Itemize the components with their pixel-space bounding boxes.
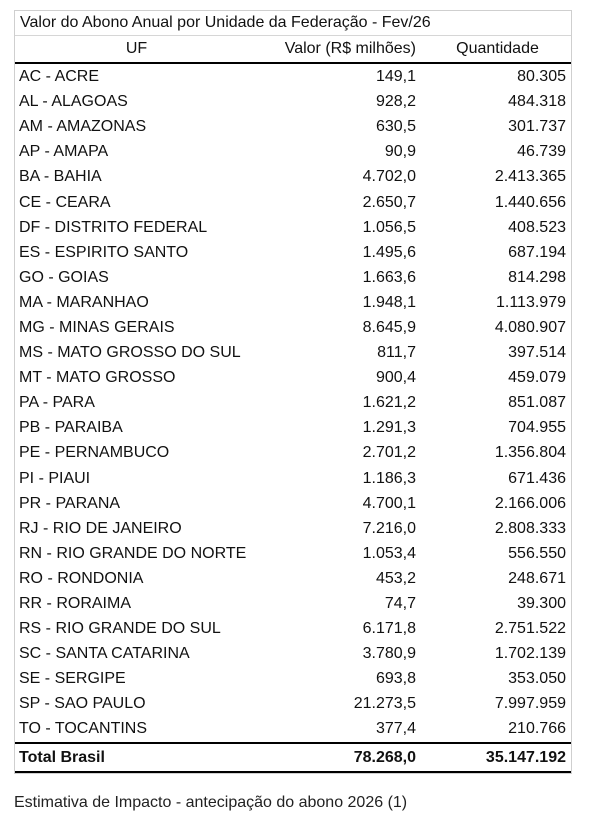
figure-caption: Estimativa de Impacto - antecipação do abono 2026 (1) — [14, 794, 408, 811]
row-uf: AP - AMAPA — [19, 143, 109, 161]
row-uf: BA - BAHIA — [19, 168, 102, 186]
row-valor: 1.948,1 — [362, 293, 416, 311]
total-row — [15, 743, 571, 772]
row-valor: 7.216,0 — [362, 519, 416, 537]
row-valor: 6.171,8 — [362, 620, 416, 638]
table-row — [15, 415, 571, 440]
table-row — [15, 114, 571, 139]
row-valor: 3.780,9 — [362, 645, 416, 663]
row-valor: 900,4 — [375, 369, 416, 387]
row-quantidade: 301.737 — [508, 118, 566, 136]
header-row — [15, 36, 571, 63]
row-uf: TO - TOCANTINS — [19, 720, 148, 738]
row-uf: AM - AMAZONAS — [19, 118, 147, 136]
table-row — [15, 440, 571, 465]
row-valor: 377,4 — [375, 720, 416, 738]
column-header-quantidade: Quantidade — [424, 36, 571, 63]
column-header-valor: Valor (R$ milhões) — [258, 36, 424, 63]
row-quantidade: 2.166.006 — [494, 494, 566, 512]
row-uf: MA - MARANHAO — [19, 293, 149, 311]
row-quantidade: 408.523 — [508, 218, 566, 236]
row-uf: PA - PARA — [19, 394, 95, 412]
table-row — [15, 641, 571, 666]
row-quantidade: 397.514 — [508, 344, 566, 362]
row-valor: 630,5 — [375, 118, 416, 136]
table-header — [15, 36, 571, 63]
table-footer — [15, 743, 571, 772]
table-title: Valor do Abono Anual por Unidade da Federação - Fev/26 — [15, 11, 571, 36]
total-valor: 78.268,0 — [258, 743, 424, 772]
row-quantidade: 484.318 — [508, 93, 566, 111]
total-quantidade: 35.147.192 — [424, 743, 571, 772]
row-quantidade: 4.080.907 — [494, 318, 566, 336]
row-uf: SE - SERGIPE — [19, 670, 126, 688]
table-row — [15, 290, 571, 315]
row-uf: SP - SAO PAULO — [19, 695, 146, 713]
row-quantidade: 1.702.139 — [494, 645, 566, 663]
row-quantidade: 556.550 — [508, 544, 566, 562]
row-valor: 21.273,5 — [353, 695, 416, 713]
row-valor: 811,7 — [377, 344, 416, 362]
table-row — [15, 215, 571, 240]
total-label: Total Brasil — [15, 743, 258, 772]
row-quantidade: 687.194 — [508, 243, 566, 261]
abono-table — [15, 36, 571, 773]
table-row — [15, 716, 571, 742]
row-uf: DF - DISTRITO FEDERAL — [19, 218, 208, 236]
table-row — [15, 89, 571, 114]
row-quantidade: 39.300 — [517, 595, 566, 613]
row-uf: MT - MATO GROSSO — [19, 369, 176, 387]
row-valor: 8.645,9 — [362, 318, 416, 336]
row-quantidade: 210.766 — [508, 720, 566, 738]
row-uf: PI - PIAUI — [19, 469, 91, 487]
table-row — [15, 189, 571, 214]
row-uf: RN - RIO GRANDE DO NORTE — [19, 544, 247, 562]
row-quantidade: 2.808.333 — [494, 519, 566, 537]
row-quantidade: 704.955 — [508, 419, 566, 437]
table-row — [15, 491, 571, 516]
abono-table-container — [14, 10, 572, 774]
table-row — [15, 365, 571, 390]
row-uf: AL - ALAGOAS — [19, 93, 128, 111]
row-quantidade: 851.087 — [508, 394, 566, 412]
row-quantidade: 248.671 — [508, 569, 566, 587]
row-valor: 1.663,6 — [362, 268, 416, 286]
table-row — [15, 265, 571, 290]
row-valor: 1.495,6 — [362, 243, 416, 261]
row-quantidade: 671.436 — [508, 469, 566, 487]
row-valor: 1.621,2 — [362, 394, 416, 412]
row-valor: 1.053,4 — [362, 544, 416, 562]
row-valor: 74,7 — [384, 595, 416, 613]
row-quantidade: 814.298 — [508, 268, 566, 286]
row-quantidade: 1.440.656 — [494, 193, 566, 211]
row-uf: RO - RONDONIA — [19, 569, 144, 587]
row-uf: PE - PERNAMBUCO — [19, 444, 170, 462]
row-quantidade: 7.997.959 — [494, 695, 566, 713]
row-uf: RS - RIO GRANDE DO SUL — [19, 620, 221, 638]
table-row — [15, 340, 571, 365]
table-body — [15, 63, 571, 743]
row-quantidade: 2.413.365 — [494, 168, 566, 186]
row-valor: 4.700,1 — [362, 494, 416, 512]
table-row — [15, 541, 571, 566]
row-quantidade: 1.356.804 — [494, 444, 566, 462]
row-valor: 1.186,3 — [362, 469, 416, 487]
row-quantidade: 46.739 — [517, 143, 566, 161]
row-uf: AC - ACRE — [19, 68, 100, 86]
row-quantidade: 459.079 — [508, 369, 566, 387]
table-row — [15, 691, 571, 716]
row-uf: ES - ESPIRITO SANTO — [19, 243, 189, 261]
table-row — [15, 139, 571, 164]
row-valor: 2.701,2 — [362, 444, 416, 462]
table-row — [15, 566, 571, 591]
row-uf: CE - CEARA — [19, 193, 111, 211]
row-uf: PR - PARANA — [19, 494, 121, 512]
row-valor: 693,8 — [375, 670, 416, 688]
row-quantidade: 353.050 — [508, 670, 566, 688]
row-quantidade: 1.113.979 — [496, 293, 566, 311]
column-header-uf: UF — [15, 36, 258, 63]
row-valor: 1.056,5 — [362, 218, 416, 236]
row-valor: 90,9 — [384, 143, 416, 161]
row-uf: GO - GOIAS — [19, 268, 109, 286]
row-quantidade: 2.751.522 — [494, 620, 566, 638]
row-uf: RJ - RIO DE JANEIRO — [19, 519, 182, 537]
row-uf: RR - RORAIMA — [19, 595, 131, 613]
table-row — [15, 591, 571, 616]
row-uf: MG - MINAS GERAIS — [19, 318, 175, 336]
table-row — [15, 315, 571, 340]
table-row — [15, 240, 571, 265]
row-valor: 928,2 — [375, 93, 416, 111]
table-row — [15, 666, 571, 691]
table-row — [15, 164, 571, 189]
row-valor: 453,2 — [375, 569, 416, 587]
table-row — [15, 390, 571, 415]
row-uf: MS - MATO GROSSO DO SUL — [19, 344, 241, 362]
table-row — [15, 63, 571, 89]
table-row — [15, 516, 571, 541]
row-valor: 149,1 — [375, 68, 416, 86]
row-uf: PB - PARAIBA — [19, 419, 123, 437]
row-quantidade: 80.305 — [517, 68, 566, 86]
table-row — [15, 466, 571, 491]
row-uf: SC - SANTA CATARINA — [19, 645, 190, 663]
row-valor: 1.291,3 — [362, 419, 416, 437]
row-valor: 2.650,7 — [362, 193, 416, 211]
table-row — [15, 616, 571, 641]
row-valor: 4.702,0 — [362, 168, 416, 186]
